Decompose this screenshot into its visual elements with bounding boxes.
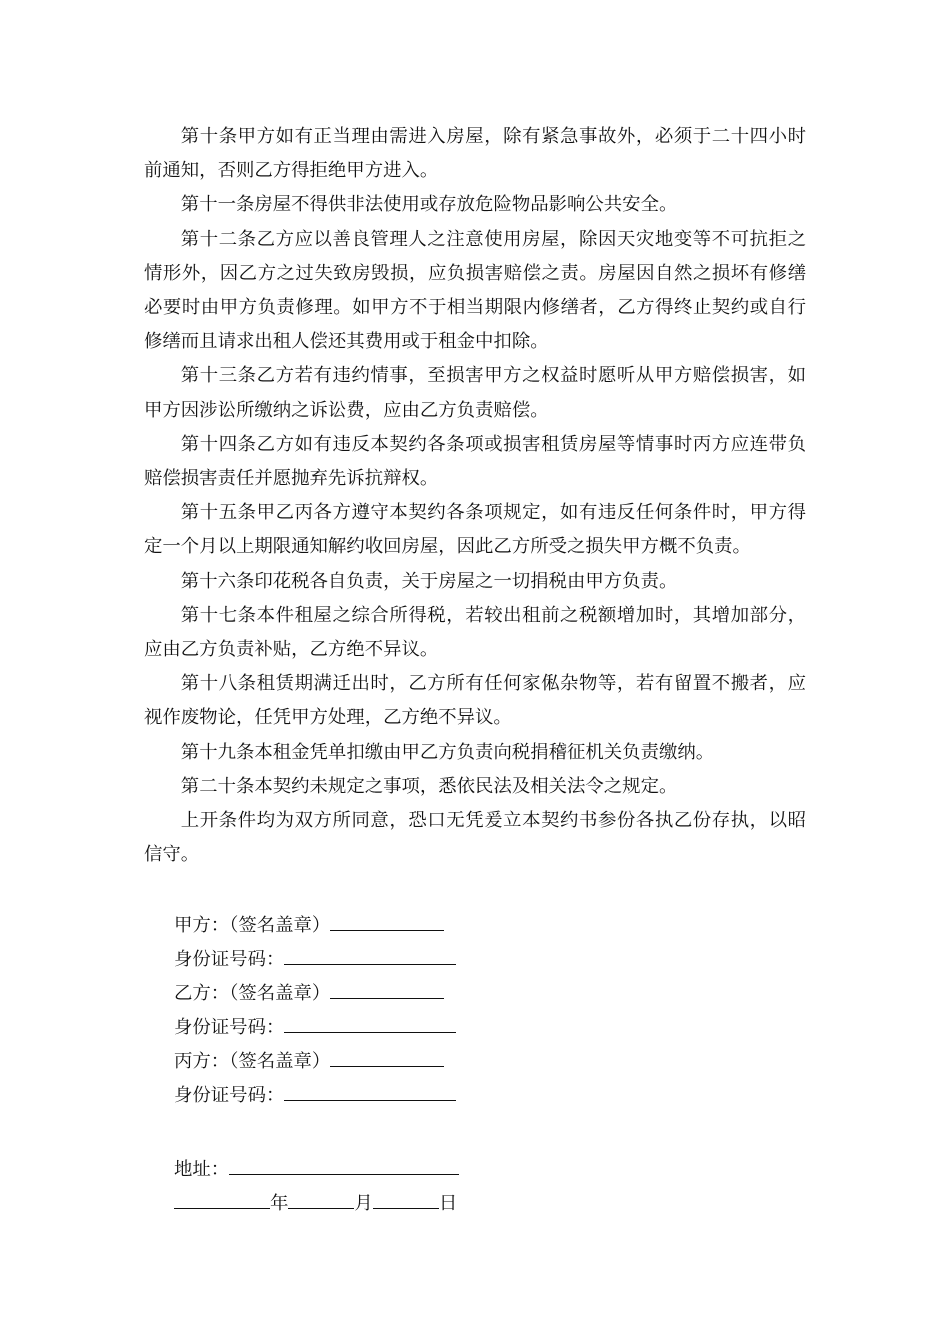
party-b-signature-line xyxy=(174,976,444,1011)
month-blank xyxy=(288,1186,354,1209)
day-label: 日 xyxy=(438,1193,458,1214)
year-label: 年 xyxy=(270,1193,289,1214)
party-c-id-label: 身份证号码： xyxy=(174,1085,285,1106)
contract-body xyxy=(144,120,806,872)
clause-17: 第十七条本件租屋之综合所得税，若较出租前之税额增加时，其增加部分，应由乙方负责补贴，乙方绝不异议。 xyxy=(144,604,806,661)
clause-14: 第十四条乙方如有违反本契约各条项或损害租赁房屋等情事时丙方应连带负赔偿损害责任并愿抛弃先诉抗辩权。 xyxy=(144,433,806,490)
party-c-label: 丙方：（签名盖章） xyxy=(174,1051,331,1072)
party-c-signature-blank xyxy=(330,1044,444,1067)
party-b-id-line xyxy=(174,1010,456,1045)
party-a-label: 甲方：（签名盖章） xyxy=(174,915,331,936)
party-c-id-blank xyxy=(284,1078,456,1101)
party-c-id-line xyxy=(174,1078,456,1113)
clause-16: 第十六条印花税各自负责，关于房屋之一切捐税由甲方负责。 xyxy=(180,570,678,592)
party-b-id-label: 身份证号码： xyxy=(174,1017,285,1038)
address-label: 地址： xyxy=(174,1159,230,1180)
clause-11: 第十一条房屋不得供非法使用或存放危险物品影响公共安全。 xyxy=(180,194,678,216)
address-line xyxy=(174,1152,459,1187)
month-label: 月 xyxy=(354,1193,373,1214)
clause-13: 第十三条乙方若有违约情事，至损害甲方之权益时愿听从甲方赔偿损害，如甲方因涉讼所缴纳之诉讼费，应由乙方负责赔偿。 xyxy=(144,365,806,421)
party-b-label: 乙方：（签名盖章） xyxy=(174,983,331,1004)
date-line xyxy=(174,1186,457,1221)
party-a-id-blank xyxy=(284,942,456,965)
party-a-signature-blank xyxy=(330,908,444,931)
address-blank xyxy=(229,1152,459,1175)
clause-15: 第十五条甲乙丙各方遵守本契约各条项规定，如有违反任何条件时，甲方得定一个月以上期限通知解约收回房屋，因此乙方所受之损失甲方概不负责。 xyxy=(144,502,806,558)
clause-10: 第十条甲方如有正当理由需进入房屋，除有紧急事故外，必须于二十四小时前通知，否则乙方得拒绝甲方进入。 xyxy=(144,126,806,182)
party-c-signature-line xyxy=(174,1044,444,1079)
party-b-id-blank xyxy=(284,1010,456,1033)
clause-20: 第二十条本契约未规定之事项，悉依民法及相关法令之规定。 xyxy=(180,775,678,797)
year-blank xyxy=(174,1186,270,1209)
clause-12: 第十二条乙方应以善良管理人之注意使用房屋，除因天灾地变等不可抗拒之情形外，因乙方之过失致房毁损，应负损害赔偿之责。房屋因自然之损坏有修缮必要时由甲方负责修理。如甲方不于相当期限内修缮者，乙方得终止契约或自行修缮而且请求出租人偿还其费用或于租金中扣除。 xyxy=(144,228,806,353)
party-b-signature-blank xyxy=(330,976,444,999)
closing-statement: 上开条件均为双方所同意，恐口无凭爰立本契约书参份各执乙份存执，以昭信守。 xyxy=(144,810,806,866)
party-a-signature-line xyxy=(174,908,444,943)
party-a-id-label: 身份证号码： xyxy=(174,949,285,970)
day-blank xyxy=(373,1186,439,1209)
clause-18: 第十八条租赁期满迁出时，乙方所有任何家俬杂物等，若有留置不搬者，应视作废物论，任凭甲方处理，乙方绝不异议。 xyxy=(144,673,806,729)
party-a-id-line xyxy=(174,942,456,977)
clause-19: 第十九条本租金凭单扣缴由甲乙方负责向税捐稽征机关负责缴纳。 xyxy=(180,741,715,763)
